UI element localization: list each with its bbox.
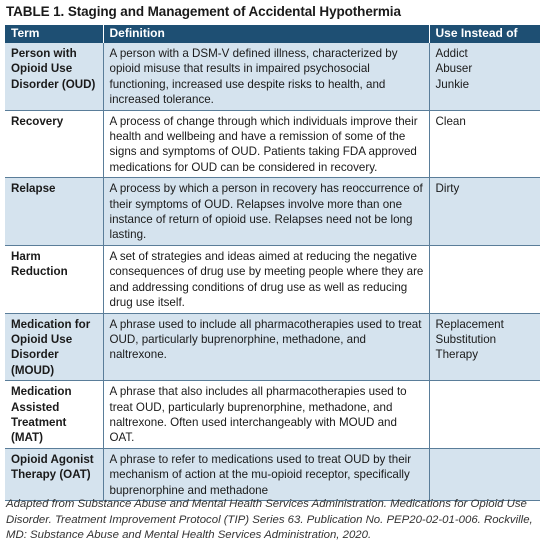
use-instead-cell	[429, 448, 540, 500]
term-cell: Opioid Agonist Therapy (OAT)	[5, 448, 103, 500]
use-instead-term: Clean	[435, 114, 466, 128]
use-instead-term: Replacement	[435, 317, 504, 331]
definition-cell: A process of change through which individuals improve their health and wellbeing and have a remission of some of the signs and symptoms of OUD. Patients taking FDA approved medications for OUD can be considered in recovery.	[103, 110, 429, 178]
column-header-term: Term	[5, 25, 103, 43]
use-instead-term: Junkie	[435, 77, 470, 91]
use-instead-cell	[429, 178, 540, 246]
use-instead-cell	[429, 110, 540, 178]
term-cell: Relapse	[5, 178, 103, 246]
use-instead-term: Addict	[435, 47, 468, 60]
source-footnote: Adapted from Substance Abuse and Mental Health Services Administration. Medications for Opioid Use Disorder. Treatment Improvement Protocol (TIP) Series 63. Publication No. PEP20-02-01-006. Rockville, MD: Substance Abuse and Mental Health Services Administration, 2020.	[6, 498, 533, 542]
definition-cell: A phrase to refer to medications used to treat OUD by their mechanism of action at the mu-opioid receptor, specifically buprenorphine and methadone	[103, 448, 429, 500]
use-instead-cell	[429, 313, 540, 381]
definition-cell: A person with a DSM-V defined illness, characterized by opioid misuse that results in impaired psychosocial functioning, increased use despite risks to health, and increased tolerance.	[103, 43, 429, 110]
term-cell: Person with Opioid Use Disorder (OUD)	[5, 43, 103, 110]
term-cell: Medication for Opioid Use Disorder (MOUD)	[5, 313, 103, 381]
use-instead-term: Dirty	[435, 182, 460, 196]
definition-cell: A phrase that also includes all pharmacotherapies used to treat OUD, particularly buprenorphine, methadone, and naltrexone. Often used interchangeably with MOUD and OAT.	[103, 381, 429, 449]
term-cell: Medication Assisted Treatment (MAT)	[5, 381, 103, 449]
table-header-row	[5, 25, 540, 43]
table-body	[5, 43, 540, 500]
term-cell: Harm Reduction	[5, 245, 103, 313]
term-cell: Recovery	[5, 110, 103, 178]
use-instead-cell	[429, 381, 540, 449]
use-instead-term: Substitution	[435, 332, 497, 346]
table-row	[5, 43, 540, 110]
definition-cell: A process by which a person in recovery has reoccurrence of their symptoms of OUD. Relapses involve more than one instance of return of opioid use. Relapses need not be long lasting.	[103, 178, 429, 246]
table-row	[5, 313, 540, 381]
terminology-table	[5, 25, 540, 501]
use-instead-cell	[429, 43, 540, 110]
use-instead-term: Therapy	[435, 348, 479, 362]
column-header-definition: Definition	[103, 25, 429, 43]
use-instead-cell	[429, 245, 540, 313]
column-header-use-instead: Use Instead of	[429, 25, 540, 43]
table-row	[5, 381, 540, 449]
table-row	[5, 245, 540, 313]
table-row	[5, 448, 540, 500]
definition-cell: A set of strategies and ideas aimed at reducing the negative consequences of drug use by meeting people where they are and addressing conditions of drug use as well as reducing drug use itself.	[103, 245, 429, 313]
table-row	[5, 178, 540, 246]
definition-cell: A phrase used to include all pharmacotherapies used to treat OUD, particularly buprenorphine, methadone, and naltrexone.	[103, 313, 429, 381]
table-title: TABLE 1. Staging and Management of Accidental Hypothermia	[6, 4, 401, 19]
use-instead-term: Abuser	[435, 62, 473, 76]
table-row	[5, 110, 540, 178]
